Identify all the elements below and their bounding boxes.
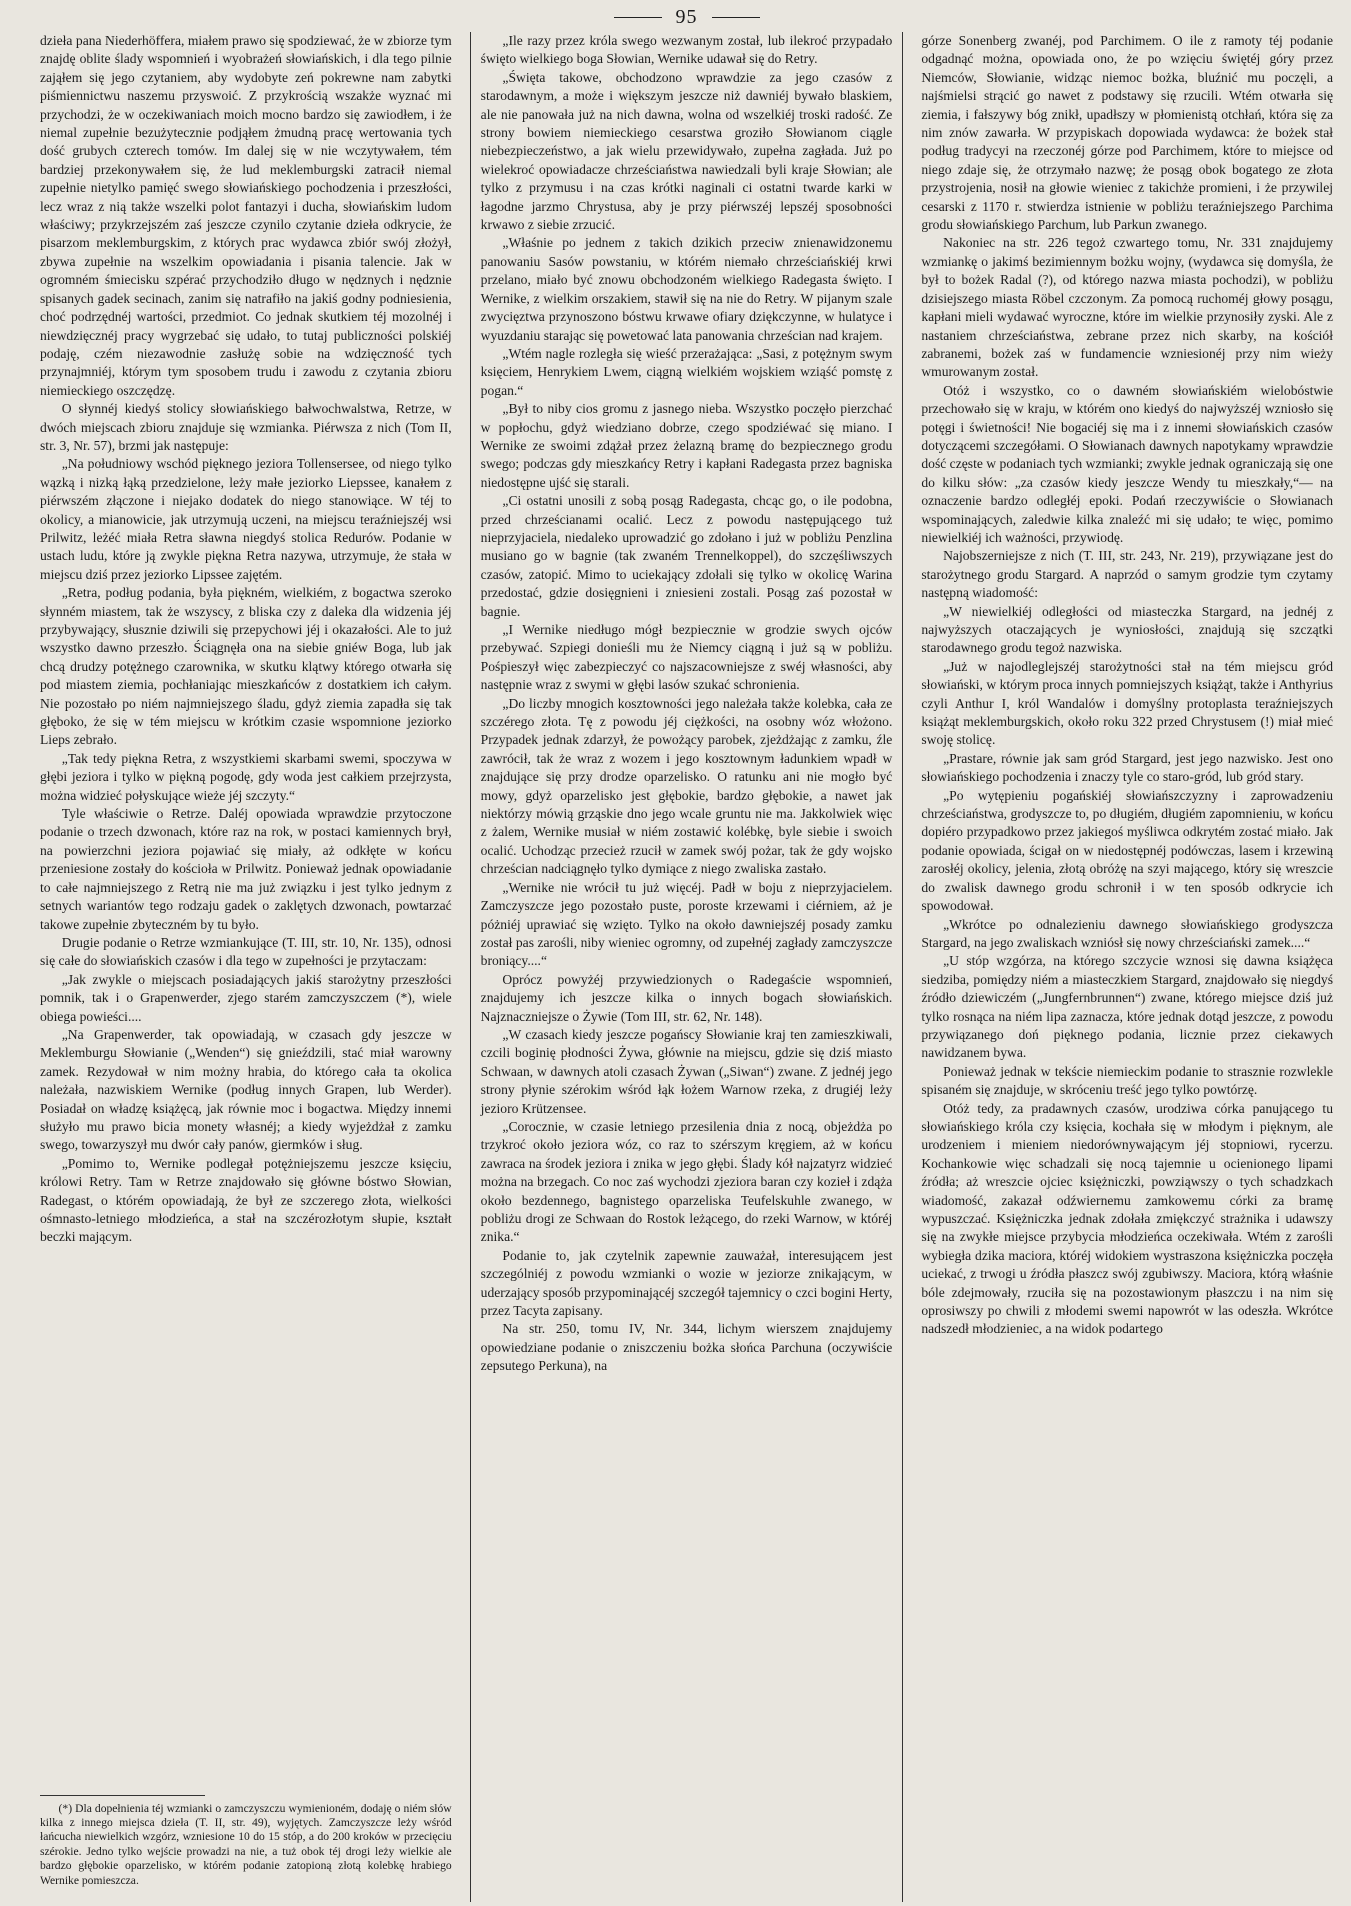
text-columns xyxy=(40,32,1333,1902)
paragraph: dzieła pana Niederhöffera, miałem prawo się spodziewać, że w zbiorze tym znajdę oblite ślady wspomnień i wyobrażeń słowiańskich, i dla tego pilnie zająłem się jego czytaniem, aby wydobyte zeń pokrewne nam zabytki piśmiennictwu naszemu przyswoić. Z przykrością wszakże wyznać mi przychodzi, że w oczekiwaniach moich mocno bardzo się zawiodłem, i że niemal zupełnie bezużytecznie podjąłem żmudną pracę wertowania tych dość grubych czterech tomów. Im dalej się w nie wczytywałem, tém bardziej przekonywałem się, że lud meklemburgski zatracił niemal zupełnie nietylko pamięć swego słowiańskiego pochodzenia i przeszłości, lecz wraz z nią także wszelki polot fantazyi i ducha, słowiańskim ludom właściwy; przykrzejszém zaś jeszcze czynilo czytanie dzieła odkrycie, że pisarzom meklemburgskim, z których prac wydawca zbiór swój złożył, zbywa zupełnie na wszelkim opowiadania i pisania talencie. Jak w ogromném śmiecisku szpérać przychodziło długo w nędznych i nędznie spisanych gadek secinach, zanim się natrafiło na jakiś godny podniesienia, choć podrzędnéj wartości, przedmiot. Co jednak skutkiem téj mozolnéj i niewdzięcznéj pracy wygrzebać się udało, to tutaj publiczności polskiéj podaję, czém niezawodnie zasłużę sobie na wdzięczność tych przynajmniéj, którym tym sposobem trudu i zawodu z czytania zbioru niemieckiego oszczędzę. xyxy=(40,33,452,398)
paragraph: „Wkrótce po odnalezieniu dawnego słowiańskiego grodyszcza Stargard, na jego zwaliskach wzniósł się nowy chrześciański zamek....“ xyxy=(921,916,1334,950)
paragraph: „Był to niby cios gromu z jasnego nieba. Wszystko poczęło pierzchać w popłochu, gdyż wiedziano dobrze, czego spodziéwać się miano. I Wernike ze swoimi zdążał przez żelazną bramę do bezpiecznego grodu swego; podczas gdy mieszkańcy Retry i kapłani Radegasta przez bagniska niedostępne ujść się starali. xyxy=(480,401,893,490)
paragraph: Nakoniec na str. 226 tegoż czwartego tomu, Nr. 331 znajdujemy wzmiankę o jakimś bezimiennym bożku wojny, (wydawca się domyśla, że był to bożek Radal (?), od którego nazwa miasta pochodzi), w pobliżu dzisiejszego miasta Röbel czczonym. Za pomocą ruchoméj głowy posągu, kapłani mieli wydawać wyroczne, które im wielkie przynosiły zyski. Ale z nastaniem chrześciaństwa, zebrane przez nich skarby, na kościół zabranemi, bożek zaś w fundamencie wzniesionéj przy nim wieży wmurowanym został. xyxy=(921,235,1334,380)
paragraph: Podanie to, jak czytelnik zapewnie zauważał, interesującem jest szczególniéj z powodu wzmianki o wozie w jeziorze znikającym, w uderzający sposób przypominającéj szczegół tajemnicy o czci bogini Herty, przez Tacyta zapisany. xyxy=(480,1247,893,1319)
paragraph: „I Wernike niedługo mógł bezpiecznie w grodzie swych ojców przebywać. Szpiegi donieśli mu że Niemcy ciągną i już są w pobliżu. Pośpieszył więc zabezpieczyć co najszacowniejsze z swéj własności, aby następnie wraz z swymi w głębi lasów szukać schronienia. xyxy=(480,622,893,693)
paragraph: Tyle właściwie o Retrze. Daléj opowiada wprawdzie przytoczone podanie o trzech dzwonach, które raz na rok, w postaci kamiennych brył, na powierzchni jeziora pojawiać się miały, aż odkłęte w końcu przeniesione zostały do kościoła w Prilwitz. Ponieważ jednak opowiadanie to całe najmniejszego z Retrą nie ma już związku i jest tylko jednym z setnych wariantów tego rodzaju gadek o zaklętych dzwonach, powtarzać takowe zupełnie zbyteczném by tu było. xyxy=(40,806,452,932)
paragraph: Otóż i wszystko, co o dawném słowiańskiém wielobóstwie przechowało się w kraju, w którém ono kiedyś do najwyższéj wzniosło się potęgi i świetności! Nie bogaciéj się ma i z innemi słowiańskich czasów dotyczącemi szczegółami. O Słowianach dawnych napotykamy wprawdzie dość częste w podaniach tych wzmianki; zwykle jednak ograniczają się one do kilku słów: „za czasów kiedy jeszcze Wendy tu mieszkały,“— na oznaczenie bardzo odległéj epoki. Podań rzeczywiście o Słowianach wspominających, zaledwie kilka znaleźć mi się udało; te więc, pomimo niewielkiéj ich ważności, przywiodę. xyxy=(921,382,1334,545)
page-header xyxy=(40,6,1333,28)
paragraph: Najobszerniejsze z nich (T. III, str. 243, Nr. 219), przywiązane jest do starożytnego grodu Stargard. A naprzód o samym grodzie tym czytamy następną wiadomość: xyxy=(921,548,1334,601)
column-right xyxy=(921,32,1333,1902)
paragraph: „Na Grapenwerder, tak opowiadają, w czasach gdy jeszcze w Meklemburgu Słowianie („Wenden“) się gnieździli, stać miał warowny zamek. Rezydował w nim możny hrabia, do którego cała ta okolica należała, nazwiskiem Wernike (podług innych Grapen, lub Werder). Posiadał on władzę książęcą, jak równie moc i bogactwa. Między innemi służyło mu prawo bicia monety własnéj; a kiedy wyjeżdżał z zamku swego, towarzyszył mu dwór cały panów, giermków i sług. xyxy=(40,1026,452,1153)
column-left-body xyxy=(40,32,452,1247)
footnotes xyxy=(40,1795,452,1888)
paragraph: „Ile razy przez króla swego wezwanym został, lub ilekroć przypadało święto wielkiego boga Słowian, Wernike udawał się do Retry. xyxy=(480,33,893,67)
paragraph: „Corocznie, w czasie letniego przesilenia dnia z nocą, objeżdża po trzykroć około jeziora wóz, co raz to szérszym kręgiem, aż w końcu zawraca na środek jeziora i znika w jego głębi. Ślady kół najzatyrz widzieć można na brzegach. Co noc zaś wychodzi zjeziora baran czy kozieł i zdąża około bezdennego, bagnistego oparzeliska Teufelskuhle zwanego, w pobliżu drogi ze Schwaan do Rostok leżącego, do rzeki Warnow, w któréj znika.“ xyxy=(480,1118,893,1245)
paragraph: „Na południowy wschód pięknego jeziora Tollensersee, od niego tylko wązką i nizką łąką przedzielone, leży małe jeziorko Liepssee, kanałem z piérwszém złączone i niejako dodatek do niego stanowiące. W téj to okolicy, a mianowicie, jak utrzymują uczeni, na miejscu teraźniejszéj wsi Prilwitz, leżéć miała Retra sławna niegdyś stolica Redurów. Podanie w ustach ludu, które ją zwykle piękna Retra nazywa, utrzymuje, że stała w miejscu dziś przez jeziorko Lipssee zajętém. xyxy=(40,456,452,582)
paragraph: „Właśnie po jednem z takich dzikich przeciw znienawidzonemu panowaniu Sasów powstaniu, w którém niemało chrześciańskiéj krwi przelano, miało być znowu obchodzoném wielkiego Radegasta święto. I Wernike, z wielkim orszakiem, stawił się na nie do Retry. W pijanym szale zwycięztwa przynoszono bóstwu krwawe ofiary dziękczynne, w hulatyce i wyuzdaniu starając się powetować lata panowania chrześcian nad krajem. xyxy=(480,235,893,343)
paragraph: „Prastare, równie jak sam gród Stargard, jest jego nazwisko. Jest ono słowiańskiego pochodzenia i znaczy tyle co staro-gród, lub gród stary. xyxy=(921,750,1334,785)
paragraph: Na str. 250, tomu IV, Nr. 344, lichym wierszem znajdujemy opowiedziane podanie o zniszczeniu bożka słońca Parchuna (oczywiście zepsutego Perkuna), na xyxy=(480,1321,893,1374)
column-left xyxy=(40,32,452,1902)
column-middle xyxy=(470,32,904,1902)
paragraph: „Wernike nie wrócił tu już więcéj. Padł w boju z nieprzyjacielem. Zamczyszcze jego pozostało puste, poroste krzewami i ciérniem, aż je póżniéj uprawiać się wzięto. Tylko na około dawniejszéj posady zamku został pas zarośli, niby wieniec ogromny, od zupełnéj zagłady zamczyszcze broniący....“ xyxy=(480,879,893,969)
page-number: 95 xyxy=(675,5,698,28)
paragraph: „Tak tedy piękna Retra, z wszystkiemi skarbami swemi, spoczywa w głębi jeziora i tylko w piękną pogodę, gdy woda jest całkiem przejrzysta, można widzieć połyskujące wieże jéj szczyty.“ xyxy=(40,750,452,803)
paragraph: „Wtém nagle rozległa się wieść przerażająca: „Sasi, z potężnym swym księciem, Henrykiem Lwem, ciągną wielkiém wojskiem wziąść pomstę z pogan.“ xyxy=(480,345,893,398)
paragraph: Oprócz powyżéj przywiedzionych o Radegaście wspomnień, znajdujemy ich jeszcze kilka o innych bogach słowiańskich. Najznaczniejsze o Żywie (Tom III, str. 62, Nr. 148). xyxy=(480,971,893,1024)
paragraph: „U stóp wzgórza, na którego szczycie wznosi się dawna książęca siedziba, pomiędzy niém a miasteczkiem Stargard, znajdowało się niegdyś źródło dziewiczém („Jungfernbrunnen“) zwane, którego miejsce dziś już tylko rosnąca na niém lipa zaznacza, które jednak dotąd jeszcze, z powodu przywiązanego doń pięknego podania, licznie przez ciekawych nawidzanem bywa. xyxy=(921,953,1334,1061)
paragraph: „Pomimo to, Wernike podlegał potężniejszemu jeszcze księciu, królowi Retry. Tam w Retrze znajdowało się główne bóstwo Słowian, Radegast, o którém opowiadają, że był ze szczerego złota, wielkości ośmnasto-letniego młodzieńca, a stał na szczérozłotym słupie, kształt beczki mającym. xyxy=(40,1155,452,1245)
header-rule-left xyxy=(614,17,662,18)
footnote-separator xyxy=(40,1795,205,1796)
paragraph: „Święta takowe, obchodzono wprawdzie za jego czasów z starodawnym, a może i większym jeszcze niż dawniéj bywało blaskiem, ale nie panowała już na nich dawna, wolna od wszelkiéj troski radość. Ze strony bowiem niemieckiego cesarstwa groziło Słowianom ciągle niebezpieczeństwo, a jak wielu przewidywało, zupełna zagłada. Już po wielekroć opowiadacze chrześciaństwa nawiedzali byli kraje Słowian; ale tylko z przymusu i na czas krótki naginali ci ostatni twarde karki w łagodne jarzmo Chrystusa, aby je przy piérwszéj lepszéj sposobności krwawo z siebie zrzucić. xyxy=(480,69,893,233)
paragraph: Drugie podanie o Retrze wzmiankujące (T. III, str. 10, Nr. 135), odnosi się całe do słowiańskich czasów i dla tego w zupełności je przytaczam: xyxy=(40,934,452,969)
paragraph: O słynnéj kiedyś stolicy słowiańskiego bałwochwalstwa, Retrze, w dwóch miejscach zbioru znajduje się wzmianka. Piérwsza z nich (Tom II, str. 3, Nr. 57), brzmi jak następuje: xyxy=(40,401,452,453)
paragraph: „Ci ostatni unosili z sobą posąg Radegasta, chcąc go, o ile podobna, przed chrześcianami ocalić. Lecz z powodu następującego tuż nieprzyjaciela, niedaleko uprowadzić go zdołano i już w pobliżu Penzlina musiano go w bagnie (tak zwaném Trennelkoppel), do szczęśliwszych czasów, zatopić. Mimo to uciekający zdołali się tylko w okolicę Warina przedostać, gdzie dosięgnieni i zniesieni zostali. Posąg zaś pozostał w bagnie. xyxy=(480,493,893,619)
paragraph: górze Sonenberg zwanéj, pod Parchimem. O ile z ramoty téj podanie odgadnąć można, opowiada ono, że po wzięciu świętéj góry przez Niemców, Słowianie, widząc niemoc bożka, bluźnić mu poczęli, a najśmielsi strącić go nawet z podstawy się rzucili. Wtém otwarła się ziemia, i fałszywy bóg znikł, upadłszy w płomienistą otchłań, która się za nim znów zawarła. W przypiskach dopowiada wydawca: że bożek stał podług tradycyi na rzeczonéj górze pod Parchimem, które to miejsce od niego zdaje się, że otrzymało nazwę; że posąg obok bogatego ze złota przystrojenia, nosił na głowie wieniec z takichże promieni, i że przywilej cesarski z 1170 r. stwierdza istnienie w pobliżu teraźniejszego Parchima grodu słowiańskiego Parchum, lub Parkun zwanego. xyxy=(921,33,1334,233)
paragraph: „Retra, podług podania, była piękném, wielkiém, z bogactwa szeroko słynném miastem, tak że wszyscy, z bliska czy z daleka dla widzenia jéj przybywający, słusznie dziwili się przepychowi jéj i okazałości. Ale to już wszystko dawno przeszło. Ściągnęła ona na siebie gniéw Boga, lub jak chcą drudzy potężnego czarownika, w skutku klątwy którego otwarła się pod miastem ziemia, pochłaniając mieszkańców z dostatkiem ich całym. Nie pozostało po niém najmniejszego śladu, gdyż ziemia zapadła się tak głęboko, że się w tém miejscu w krótkim czasie wspomnione jeziorko Lieps zebrało. xyxy=(40,585,452,748)
paragraph: „Po wytępieniu pogańskiéj słowiańszczyzny i zaprowadzeniu chrześciaństwa, grodyszcze to, po długiém, długiém zapomnieniu, w końcu dopiéro przypadkowo przez jakiegoś myśliwca odkrytém zostać miało. Jak podanie opowiada, ścigał on w niedostępnéj podówczas, lasem i krzewiną zarosłéj okolicy, jelenia, złotą obróżę na szyi mającego, który się wreszcie do zwalisk dawnego grodu schronił i w ten sposób odkrycie ich spowodował. xyxy=(921,787,1334,914)
paragraph: Otóż tedy, za pradawnych czasów, urodziwa córka panującego tu słowiańskiego króla czy księcia, kochała się w młodym i pięknym, ale urodzeniem i mieniem niedorównywającym jéj stopniowi, rycerzu. Kochankowie więc schadzali się nocą tajemnie u ocienionego lipami źródła; aż wreszcie ojciec księżniczki, powziąwszy o tych schadzkach wiadomość, zakazał odźwiernemu zamkowemu córki za bramę wypuszczać. Księżniczka jednak zdołała zmiękczyć strażnika i udawszy się na zwykłe miejsce przybycia młodzieńca oczekiwała. Wtém z zarośli wybiegła dzika maciora, któréj widokiem wystraszona księżniczka poczęła uciekać, z trwogi u źródła płaszcz swój zgubiwszy. Maciora, którą właśnie bóle zdejmowały, rzuciła się na pozostawionym płaszczu i na nim się oprosiwszy po chwili z młodemi swemi napowrót w las odeszła. Wkrótce nadszedł młodzieniec, a na widok podartego xyxy=(921,1100,1334,1337)
footnote: (*) Dla dopełnienia téj wzmianki o zamczyszczu wymienioném, dodaję o niém słów kilka z innego miejsca dzieła (T. II, str. 49), wyjętych. Zamczyszcze leży wśród łańcucha niewielkich wzgórz, wzniesione 10 do 15 stóp, a do 200 kroków w przecięciu szérokie. Jedno tylko wejście prowadzi na nie, a tuż obok téj drogi leży wielkie ale bardzo głębokie oparzelisko, w którém podanie zatopioną złotą kolebkę hrabiego Wernike pomieszcza. xyxy=(40,1801,452,1887)
paragraph: „W czasach kiedy jeszcze pogańscy Słowianie kraj ten zamieszkiwali, czcili boginię płodności Żywa, głównie na miejscu, gdzie się dziś miasto Schwaan, w dawnych atoli czasach Żywan („Siwan“) zwane. Z jednéj jego strony płynie szérokim wśród łąk łożem Warnow rzeka, z drugiéj leży jezioro Krützensee. xyxy=(480,1026,893,1116)
paragraph: „Do liczby mnogich kosztowności jego należała także kolebka, cała ze szczérego złota. Tę z powodu jéj ciężkości, na osobny wóz włożono. Przypadek jednak zdarzył, że powożący parobek, zjeżdżając z zamku, źle zawrócił, tak że wraz z wozem i jego kosztownym ładunkiem wpadł w znajdujące się przy drodze oparzelisko. O ratunku ani nie mogło być mowy, gdyż oparzelisko jest głębokie, bardzo głębokie, a nawet jak niektórzy mówią grząskie dno jego wcale gruntu nie ma. Jakkolwiek więc z żalem, Wernike musiał w niém zostawić kolébkę, byle siebie i swoich ocalić. Uchodząc przecież rzucił w zamek swój pożar, tak że gdy wojsko chrześcian nadciągnęło tylko dymiące z niego zwaliska zastało. xyxy=(480,695,893,877)
paragraph: Ponieważ jednak w tekście niemieckim podanie to strasznie rozwlekle spisaném się znajduje, w skróceniu treść jego tylko powtórzę. xyxy=(921,1063,1334,1098)
paragraph: „Już w najodleglejszéj starożytności stał na tém miejscu gród słowiański, w którym proca innych pomniejszych książąt, także i Anthyrius czyli Anthur I, król Wandalów i domyślny protoplasta teraźniejszych książąt meklemburgskich, około roku 322 przed Chrystusem (!) miał mieć swoję stolicę. xyxy=(921,658,1334,748)
paragraph: „W niewielkiéj odległości od miasteczka Stargard, na jednéj z najwyższych otaczających je wyniosłości, znajdują się szczątki starodawnego grodu tegoż nazwiska. xyxy=(921,603,1334,656)
header-rule-right xyxy=(712,17,760,18)
paragraph: „Jak zwykle o miejscach posiadających jakiś starożytny przeszłości pomnik, tak i o Grapenwerder, zjego starém zamczyszczem (*), wiele obiega powieści.... xyxy=(40,971,452,1024)
